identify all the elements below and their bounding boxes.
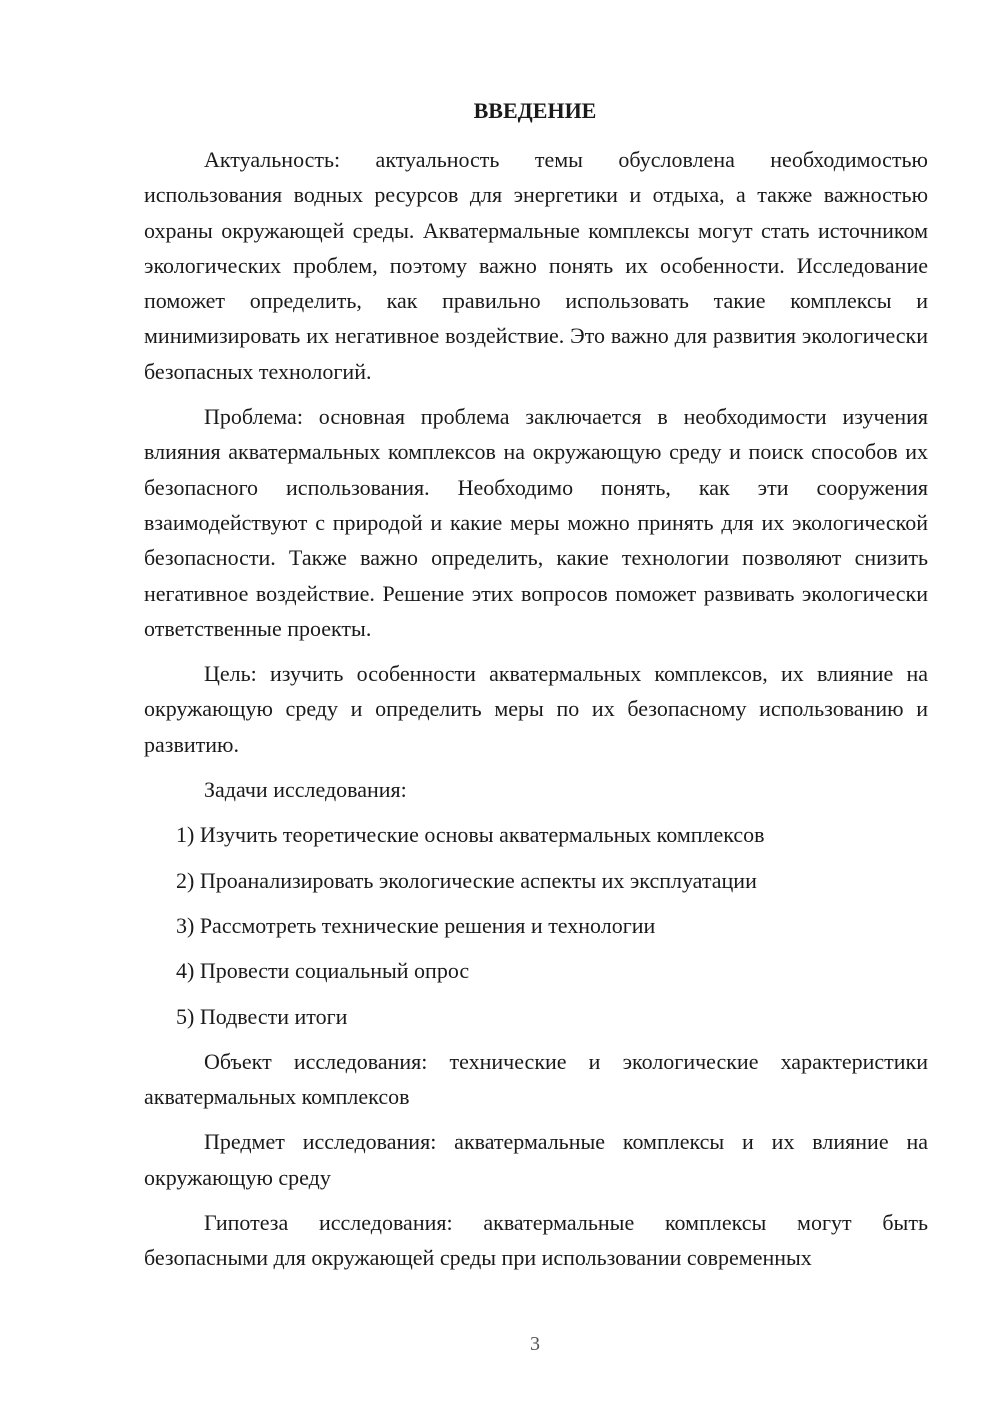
paragraph-relevance: Актуальность: актуальность темы обусловлена необходимостью использования водных ресурсов для энергетики и отдыха, а также важностью охраны окружающей среды. Акватермальные комплексы могут стать источником экологических проблем, поэтому важно понять их особенности. Исследование поможет определить, как правильно использовать такие комплексы и минимизировать их негативное воздействие. Это важно для развития экологически безопасных технологий.	[144, 147, 928, 384]
paragraph-tasks-title: Задачи исследования:	[204, 777, 407, 803]
paragraph-problem: Проблема: основная проблема заключается в необходимости изучения влияния акватермальных комплексов на окружающую среду и поиск способов их безопасного использования. Необходимо понять, как эти сооружения взаимодействуют с природой и какие меры можно принять для их экологической безопасности. Также важно определить, какие технологии позволяют снизить негативное воздействие. Решение этих вопросов поможет развивать экологически ответственные проекты.	[144, 404, 928, 641]
list-item: 2) Проанализировать экологические аспекты их эксплуатации	[176, 867, 757, 893]
list-item: 1) Изучить теоретические основы акватермальных комплексов	[176, 822, 765, 848]
list-item: 5) Подвести итоги	[176, 1003, 348, 1029]
paragraph-object: Объект исследования: технические и экологические характеристики акватермальных комплексов	[144, 1048, 928, 1110]
paragraph-goal: Цель: изучить особенности акватермальных комплексов, их влияние на окружающую среду и определить меры по их безопасному использованию и развитию.	[144, 661, 928, 757]
tasks-list	[144, 817, 928, 1033]
list-item: 3) Рассмотреть технические решения и технологии	[176, 912, 656, 938]
page-number: 3	[530, 1333, 540, 1355]
paragraph-subject: Предмет исследования: акватермальные комплексы и их влияние на окружающую среду	[144, 1129, 928, 1190]
paragraph-hypothesis: Гипотеза исследования: акватермальные комплексы могут быть безопасными для окружающей среды при использовании современных	[144, 1210, 928, 1271]
page-heading: ВВЕДЕНИЕ	[473, 98, 597, 123]
list-item: 4) Провести социальный опрос	[176, 958, 470, 984]
body-text	[144, 142, 928, 1286]
